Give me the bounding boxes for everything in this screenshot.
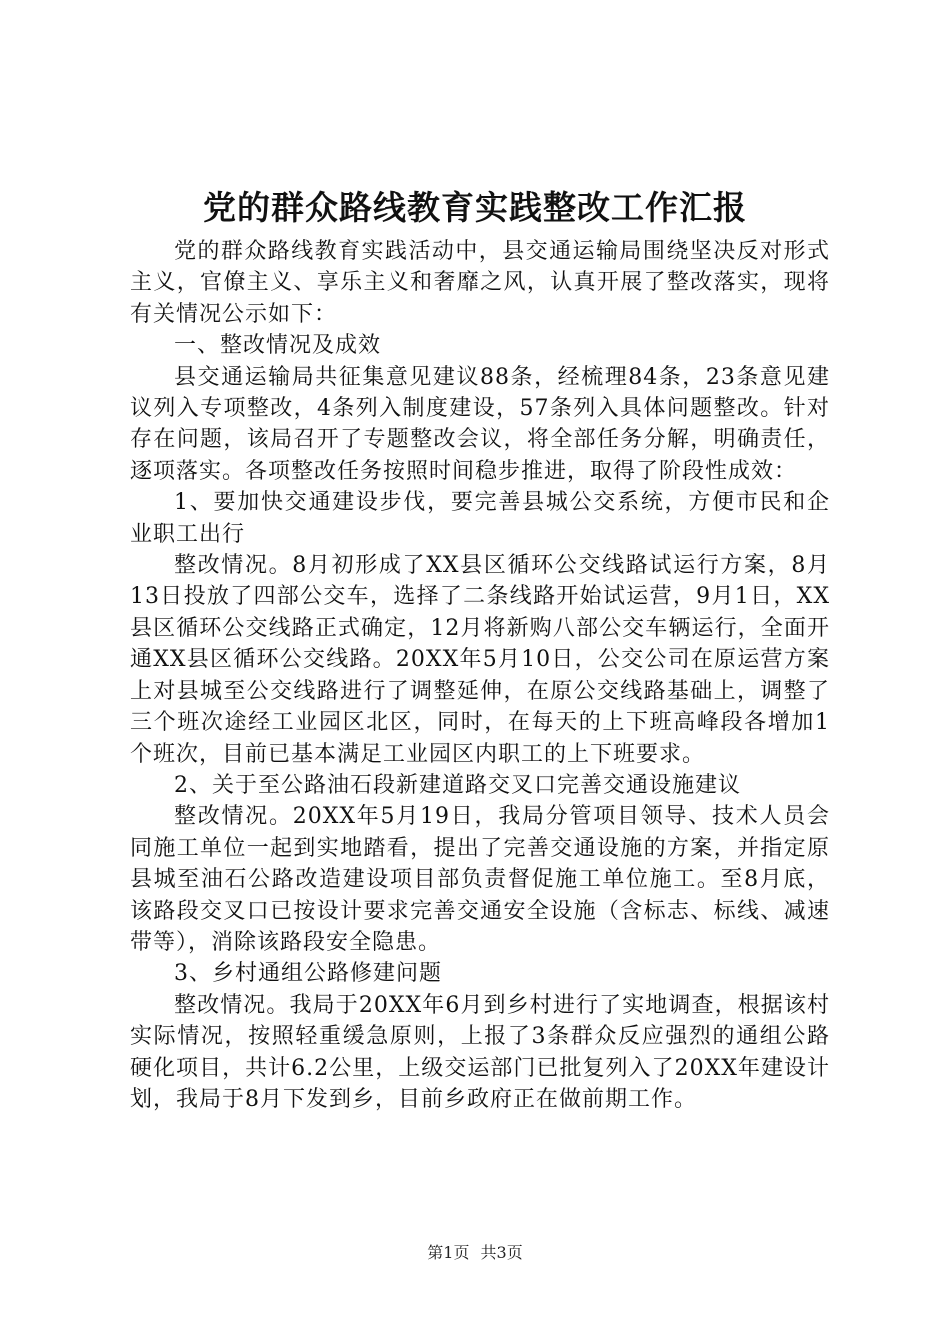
item-rectification-3: 整改情况。我局于20XX年6月到乡村进行了实地调查，根据该村实际情况，按照轻重缓急原则，上报了3条群众反应强烈的通组公路硬化项目，共计6.2公里，上级交运部门已批复列入了20XX年建设计划，我局于8月下发到乡，目前乡政府正在做前期工作。 — [130, 992, 830, 1112]
document-body — [130, 236, 830, 1115]
item-heading-3: 3、乡村通组公路修建问题 — [174, 961, 442, 987]
document-title: 党的群众路线教育实践整改工作汇报 — [203, 188, 747, 227]
page-total: 共3页 — [480, 1243, 523, 1262]
item-heading-2: 2、关于至公路油石段新建道路交叉口完善交通设施建议 — [174, 772, 741, 798]
page-number: 第1页 — [427, 1243, 470, 1262]
item-rectification-2: 整改情况。20XX年5月19日，我局分管项目领导、技术人员会同施工单位一起到实地踏看，提出了完善交通设施的方案，并指定原县城至油石公路改造建设项目部负责督促施工单位施工。至8月底，该路段交叉口已按设计要求完善交通安全设施（含标志、标线、减速带等），消除该路段安全隐患。 — [130, 804, 830, 955]
paragraph-summary: 县交通运输局共征集意见建议88条，经梳理84条，23条意见建议列入专项整改，4条列入制度建设，57条列入具体问题整改。针对存在问题，该局召开了专题整改会议，将全部任务分解，明确责任，逐项落实。各项整改任务按照时间稳步推进，取得了阶段性成效： — [130, 364, 830, 484]
item-rectification-1: 整改情况。8月初形成了XX县区循环公交线路试运行方案，8月13日投放了四部公交车，选择了二条线路开始试运营，9月1日，XX县区循环公交线路正式确定，12月将新购八部公交车辆运行，全面开通XX县区循环公交线路。20XX年5月10日，公交公司在原运营方案上对县城至公交线路进行了调整延伸，在原公交线路基础上，调整了三个班次途经工业园区北区，同时，在每天的上下班高峰段各增加1个班次，目前已基本满足工业园区内职工的上下班要求。 — [130, 553, 830, 767]
page-footer — [0, 1242, 950, 1264]
paragraph-intro: 党的群众路线教育实践活动中，县交通运输局围绕坚决反对形式主义，官僚主义、享乐主义和奢靡之风，认真开展了整改落实，现将有关情况公示如下： — [130, 239, 830, 327]
item-heading-1: 1、要加快交通建设步伐，要完善县城公交系统，方便市民和企业职工出行 — [130, 490, 830, 547]
section-heading-1: 一、整改情况及成效 — [174, 333, 382, 359]
